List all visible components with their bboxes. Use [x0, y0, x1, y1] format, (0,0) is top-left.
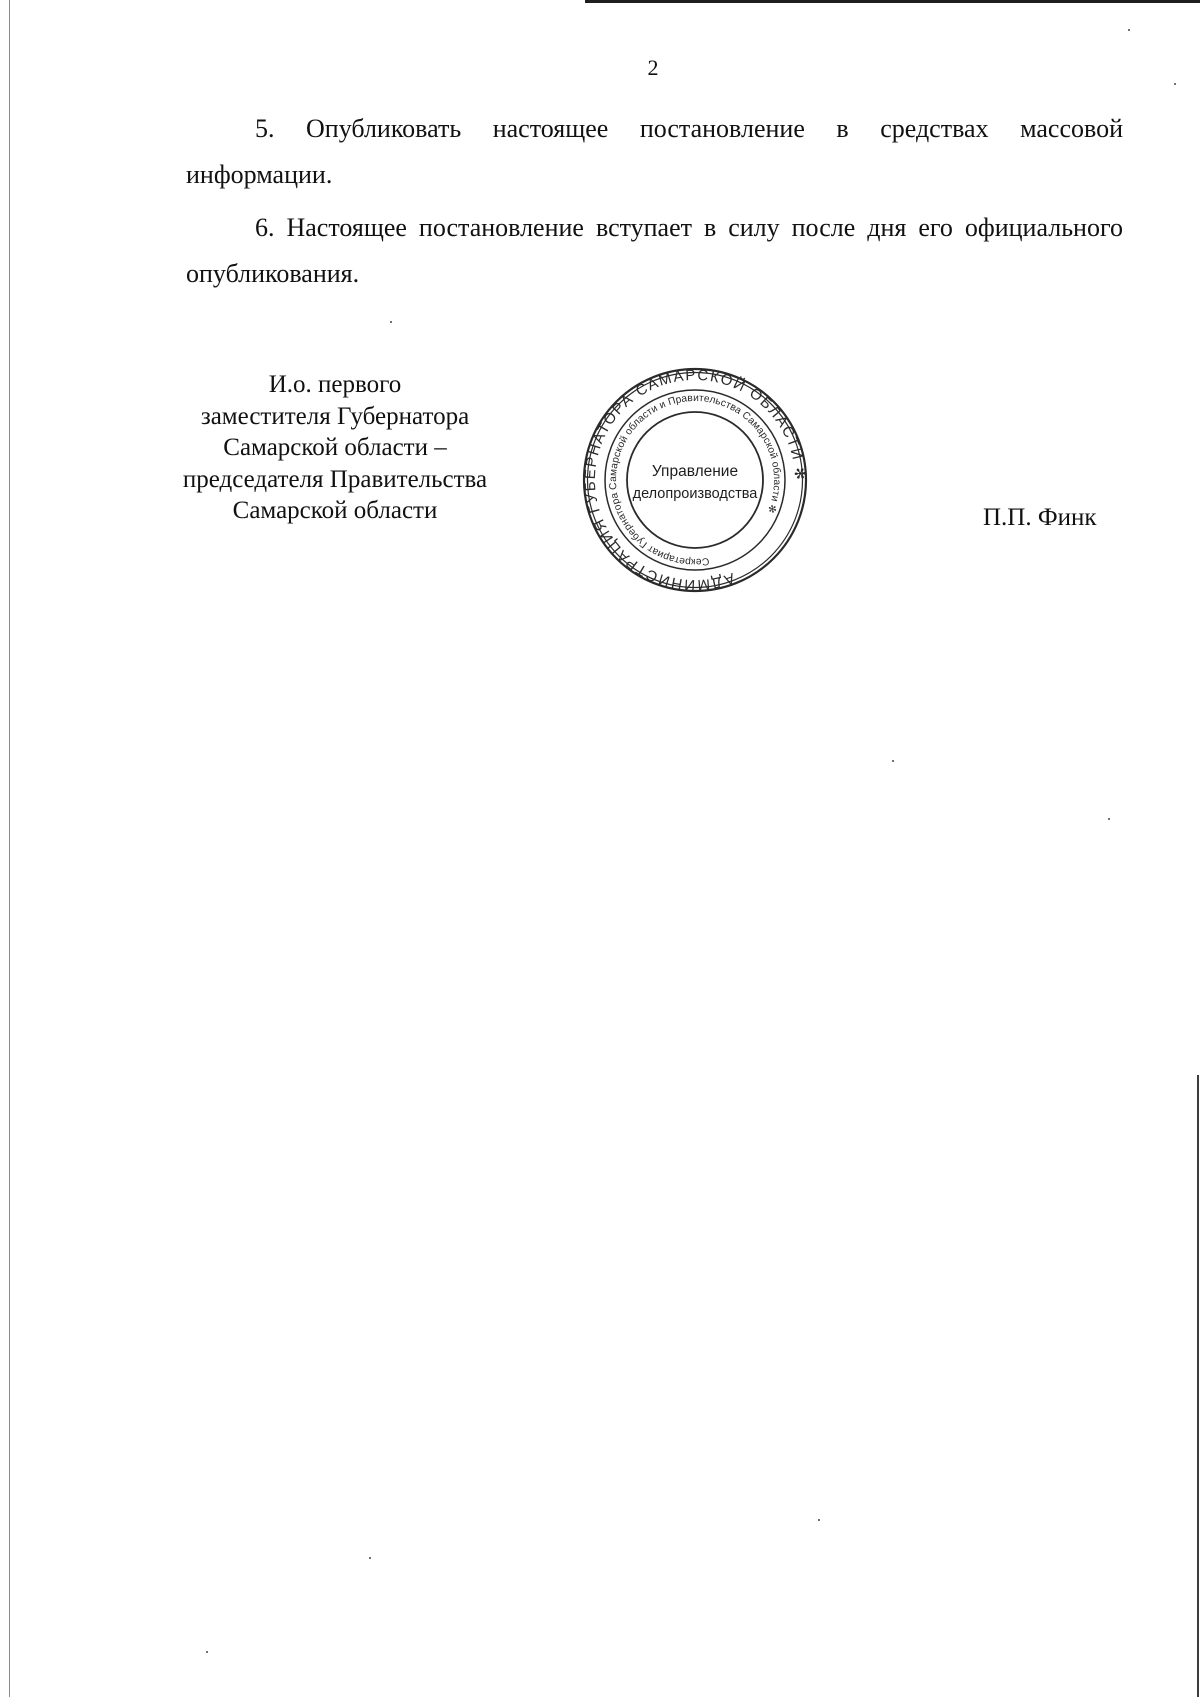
stamp-inner-text: Секретариат Губернатора Самарской области и Правительства Самарской области ✻: [607, 392, 783, 568]
signatory-title-line: заместителя Губернатора: [200, 402, 470, 430]
scan-speck: [390, 321, 392, 323]
signatory-title-line: Самарской области –: [223, 434, 447, 461]
scan-speck: [1128, 29, 1130, 31]
signatory-name: П.П. Финк: [983, 504, 1097, 531]
scan-edge-top: [585, 0, 1200, 3]
scan-speck: [818, 1519, 820, 1521]
scan-speck: [206, 1651, 208, 1653]
clause-5: 5. Опубликовать настоящее постановление в средствах массовой информации.: [186, 114, 1123, 189]
official-stamp: [581, 366, 809, 594]
signatory-title-line: Самарской области: [232, 497, 438, 524]
clause-6: 6. Настоящее постановление вступает в силу после дня его официального опубликования.: [186, 213, 1123, 288]
scan-edge-right: [1197, 1075, 1199, 1697]
scan-edge-left: [9, 0, 10, 1697]
stamp-center-ring: [627, 412, 763, 548]
stamp-center-line: делопроизводства: [632, 486, 758, 502]
stamp-middle-ring: [605, 390, 785, 570]
stamp-outer-text: АДМИНИСТРАЦИЯ ГУБЕРНАТОРА САМАРСКОЙ ОБЛАСТИ ✻: [581, 366, 809, 594]
signatory-title: [150, 369, 520, 527]
page-number: 2: [647, 55, 659, 80]
signatory-title-line: И.о. первого: [268, 371, 402, 398]
scan-speck: [1174, 83, 1176, 85]
signatory-title-line: председателя Правительства: [182, 465, 488, 493]
scan-speck: [892, 760, 894, 762]
scan-speck: [369, 1557, 371, 1559]
scan-speck: [1108, 818, 1110, 820]
stamp-center-line: Управление: [651, 463, 739, 480]
